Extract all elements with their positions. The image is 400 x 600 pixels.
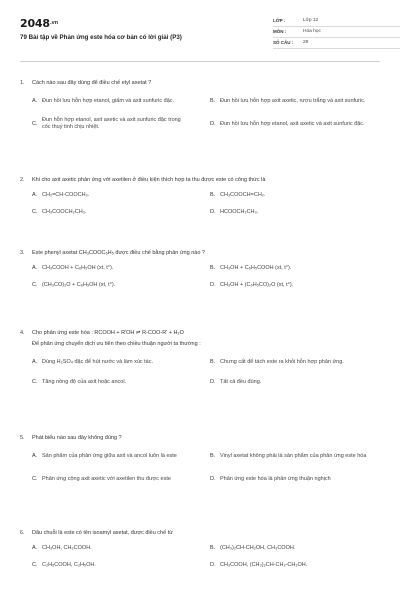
option-text: Tăng nồng độ của axit hoặc ancol.: [42, 379, 127, 386]
question-text: Phát biểu nào sau đây không đúng ?: [32, 435, 122, 441]
option-letter: C.: [32, 561, 38, 568]
option-letter: D.: [210, 281, 216, 288]
option-text: CH₃OH + C₆H₅COOH (xt, t°).: [220, 264, 292, 271]
option-letter: D.: [210, 120, 216, 127]
meta-label: LỚP :: [273, 17, 286, 23]
question-number: 1.: [20, 80, 25, 86]
option-text: CH₃OH, CH₃COOH.: [42, 544, 92, 551]
options-grid: [32, 263, 382, 290]
option-letter: A.: [32, 264, 38, 271]
option-letter: B.: [210, 264, 216, 271]
option-letter: D.: [210, 475, 216, 482]
option-letter: C.: [32, 475, 38, 482]
page-header: [20, 0, 380, 62]
question-3: [20, 250, 382, 290]
option-text: Phản ứng cộng axit axetic với axetilen thu được este: [42, 475, 171, 482]
option-b[interactable]: [210, 190, 382, 200]
option-letter: A.: [32, 359, 38, 366]
option-letter: B.: [210, 452, 216, 459]
option-text: CH₃COOCH=CH₂.: [220, 191, 266, 198]
option-c[interactable]: [32, 207, 204, 217]
option-text: CH₃COOH, (CH₃)₂CH-CH₂-CH₂OH.: [220, 561, 308, 568]
option-a[interactable]: [32, 190, 204, 200]
question-stem: [20, 250, 382, 257]
option-d[interactable]: [210, 207, 382, 217]
meta-value: 29: [303, 39, 309, 45]
question-stem: [20, 80, 382, 87]
question-stem: [20, 530, 382, 537]
option-c[interactable]: [32, 280, 204, 290]
option-letter: A.: [32, 544, 38, 551]
option-letter: B.: [210, 544, 216, 551]
option-d[interactable]: [210, 471, 382, 487]
document-title: 79 Bài tập về Phản ứng este hóa cơ bản có lời giải (P3): [20, 34, 182, 41]
option-a[interactable]: [32, 93, 204, 109]
question-text: Este phenyl axetat CH₃COOC₆H₅ được điều chế bằng phản ứng nào ?: [32, 250, 205, 256]
option-letter: B.: [210, 191, 216, 198]
question-number: 5.: [20, 435, 25, 441]
option-letter: A.: [32, 452, 38, 459]
question-stem: [20, 177, 382, 184]
option-d[interactable]: [210, 378, 382, 388]
option-letter: C.: [32, 379, 38, 386]
question-text: Khi cho axit axetic phản ứng với axetilen ở điều kiện thích hợp ta thu được este có công thức là: [32, 177, 266, 183]
question-1: [20, 80, 382, 132]
meta-value: Lớp 12: [303, 17, 319, 23]
question-text: Cho phản ứng este hóa : RCOOH + R'OH ⇌ R-COO-R' + H₂O: [32, 330, 184, 336]
option-text: Đun hồi lưu hỗn hợp axit axetic, rượu trắng và axit sunfuric.: [220, 97, 366, 104]
meta-label: MÔN :: [273, 28, 287, 34]
option-text: (CH₃CO)₂O + C₆H₅OH (xt, t°).: [42, 281, 116, 288]
options-grid: [32, 448, 382, 487]
option-text: CH₃COOH + C₆H₅OH (xt, t°).: [42, 264, 114, 271]
option-b[interactable]: [210, 448, 382, 464]
option-text: Đun hỗn hợp etanol, axit axetic và axit sunfuric đặc trong cốc thuỷ tinh chịu nhiệt.: [42, 117, 181, 131]
option-d[interactable]: [210, 560, 382, 570]
option-a[interactable]: [32, 543, 204, 553]
option-text: CH₃COOCH₂CH₃.: [42, 208, 87, 215]
option-text: (CH₃)₂CH-CH₂OH, CH₃COOH.: [220, 544, 296, 551]
options-grid: [32, 93, 382, 132]
option-letter: C.: [32, 281, 38, 288]
question-number: 3.: [20, 250, 25, 256]
logo-main: 2048: [20, 17, 50, 30]
option-b[interactable]: [210, 543, 382, 553]
option-text: Phản ứng este hóa là phản ứng thuận nghịch: [220, 475, 331, 482]
question-4: [20, 330, 382, 388]
site-logo[interactable]: [20, 17, 58, 32]
option-letter: D.: [210, 379, 216, 386]
meta-value: Hóa học: [303, 28, 321, 34]
option-letter: A.: [32, 97, 38, 104]
option-letter: B.: [210, 97, 216, 104]
option-text: CH₃OH + (C₆H₅CO)₂O (xt, t°).: [220, 281, 294, 288]
option-c[interactable]: [32, 116, 204, 132]
meta-row-count: [273, 38, 400, 49]
question-text: Cách nào sau đây dùng để điều chế etyl axetat ?: [32, 80, 152, 86]
option-letter: C.: [32, 120, 38, 127]
option-d[interactable]: [210, 116, 382, 132]
option-letter: D.: [210, 561, 216, 568]
question-stem: [20, 330, 382, 337]
option-letter: A.: [32, 191, 38, 198]
option-letter: C.: [32, 208, 38, 215]
option-d[interactable]: [210, 280, 382, 290]
meta-table: [273, 16, 400, 49]
option-text: Đun hồi lưu hỗn hợp etanol, axit axetic và axit sunfuric đặc.: [220, 120, 365, 127]
meta-label: SỐ CÂU :: [273, 39, 294, 45]
option-c[interactable]: [32, 378, 204, 388]
option-text: Đun hồi lưu hỗn hợp etanol, giấm và axit sunfuric đặc.: [42, 97, 175, 104]
option-a[interactable]: [32, 448, 204, 464]
question-2: [20, 177, 382, 217]
question-number: 4.: [20, 330, 25, 336]
meta-row-class: [273, 16, 400, 27]
option-text: Vinyl axetat không phải là sản phẩm của phản ứng este hóa: [220, 452, 367, 459]
option-a[interactable]: [32, 263, 204, 273]
question-5: [20, 435, 382, 487]
option-letter: D.: [210, 208, 216, 215]
meta-row-subject: [273, 27, 400, 38]
option-text: Tất cả đều đúng.: [220, 379, 262, 386]
logo-suffix: .vn: [49, 20, 58, 26]
option-c[interactable]: [32, 471, 204, 487]
question-number: 6.: [20, 530, 25, 536]
option-text: C₂H₅COOH, C₂H₅OH.: [42, 561, 96, 568]
option-b[interactable]: [210, 93, 382, 109]
option-c[interactable]: [32, 560, 204, 570]
question-number: 2.: [20, 177, 25, 183]
option-a[interactable]: [32, 355, 204, 371]
question-stem: [20, 435, 382, 442]
option-text: Chưng cất để tách este ra khỏi hỗn hợp phản ứng.: [220, 359, 344, 366]
question-text: Dãu chuỗi là este có tên isoamyl axetat, được điều chế từ: [32, 530, 173, 536]
option-text: Dùng H₂SO₄ đặc để hút nước và làm xúc tác.: [42, 359, 154, 366]
question-note: Để phản ứng chuyển dịch ưu tiên theo chiều thuận người ta thường :: [32, 341, 201, 348]
option-text: Sản phẩm của phản ứng giữa axit và ancol luôn là este: [42, 452, 177, 459]
options-grid: [32, 543, 382, 570]
option-b[interactable]: [210, 263, 382, 273]
option-b[interactable]: [210, 355, 382, 371]
option-text: HCOOCH₂CH₃.: [220, 208, 259, 215]
options-grid: [32, 355, 382, 388]
option-letter: B.: [210, 359, 216, 366]
options-grid: [32, 190, 382, 217]
option-text: CH₂=CH-COOCH₃.: [42, 191, 90, 198]
question-6: [20, 530, 382, 570]
